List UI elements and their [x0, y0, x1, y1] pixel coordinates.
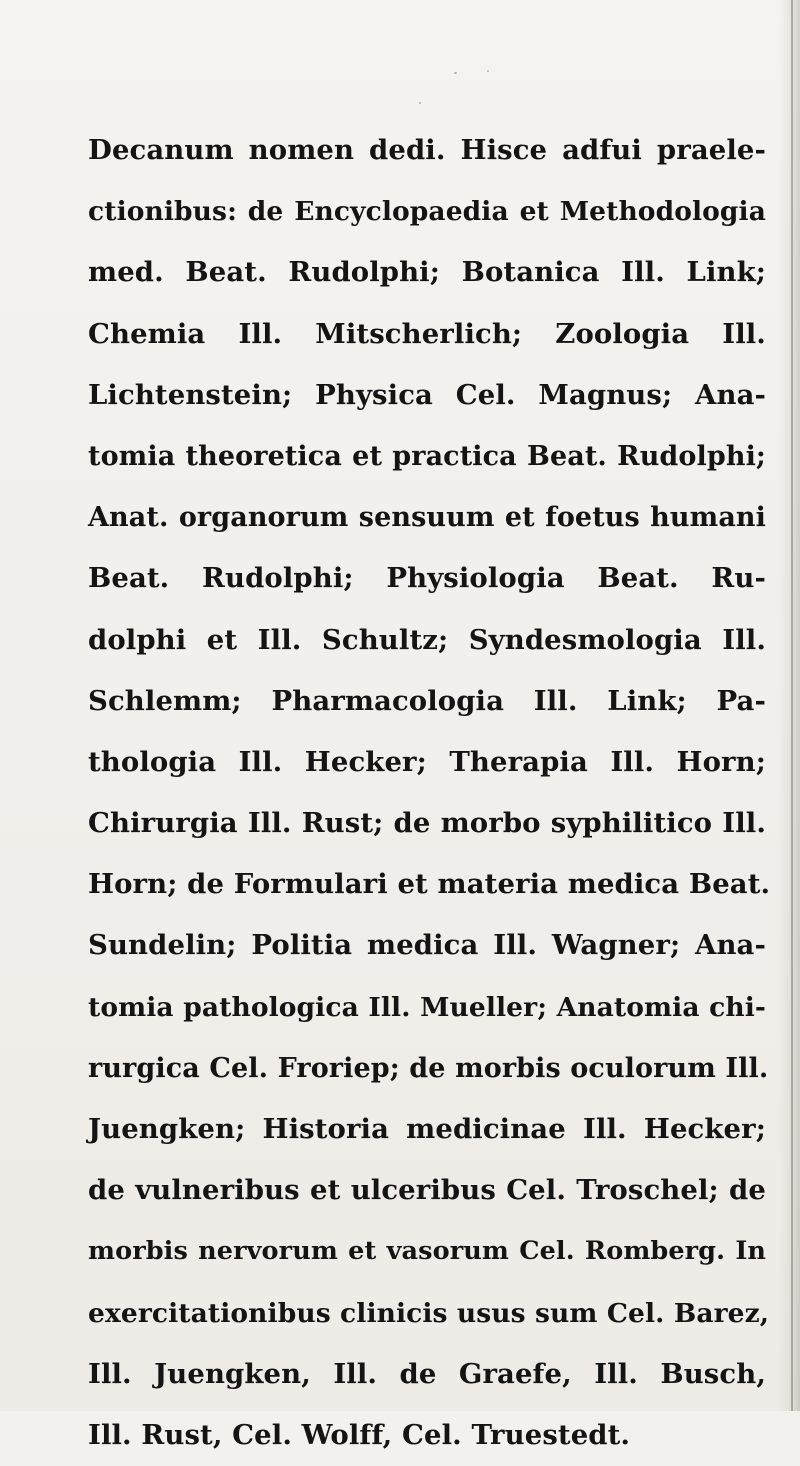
text-line: dolphi et Ill. Schultz; Syndesmologia Ill.: [88, 623, 766, 656]
paper-speck: [487, 70, 489, 72]
text-line: Horn; de Formulari et materia medica Beat.: [88, 868, 771, 901]
text-line: exercitationibus clinicis usus sum Cel. Barez,: [88, 1297, 770, 1329]
body-text: [88, 120, 771, 1466]
text-line: morbis nervorum et vasorum Cel. Romberg. In: [88, 1236, 766, 1267]
text-line: Sundelin; Politia medica Ill. Wagner; Ana-: [88, 929, 766, 962]
text-line: Lichtenstein; Physica Cel. Magnus; Ana-: [88, 378, 766, 411]
text-line: Ill. Rust, Cel. Wolff, Cel. Truestedt.: [88, 1418, 631, 1451]
text-line: rurgica Cel. Froriep; de morbis oculorum Ill.: [88, 1052, 769, 1084]
text-line: Ill. Juengken, Ill. de Graefe, Ill. Busch,: [88, 1357, 766, 1390]
text-line: med. Beat. Rudolphi; Botanica Ill. Link;: [88, 256, 766, 289]
text-line: Anat. organorum sensuum et foetus humani: [88, 502, 766, 534]
text-line: thologia Ill. Hecker; Therapia Ill. Horn;: [88, 745, 766, 778]
paper-speck: [454, 72, 457, 74]
text-line: Beat. Rudolphi; Physiologia Beat. Ru-: [88, 562, 766, 595]
text-line: Juengken; Historia medicinae Ill. Hecker;: [88, 1113, 766, 1145]
text-line: tomia theoretica et practica Beat. Rudolphi;: [88, 440, 766, 472]
text-line: ctionibus: de Encyclopaedia et Methodologia: [88, 196, 766, 228]
text-line: Schlemm; Pharmacologia Ill. Link; Pa-: [88, 684, 766, 717]
text-line: Chirurgia Ill. Rust; de morbo syphilitico Ill.: [88, 807, 766, 840]
text-line: Decanum nomen dedi. Hisce adfui praele-: [88, 134, 766, 166]
page-edge-line: [791, 0, 793, 1411]
text-line: de vulneribus et ulceribus Cel. Troschel; de: [88, 1174, 766, 1207]
text-line: tomia pathologica Ill. Mueller; Anatomia chi-: [88, 991, 766, 1023]
paper-speck: [419, 102, 421, 104]
text-line: Chemia Ill. Mitscherlich; Zoologia Ill.: [88, 317, 766, 350]
page-edge-shadow: [778, 0, 800, 1411]
